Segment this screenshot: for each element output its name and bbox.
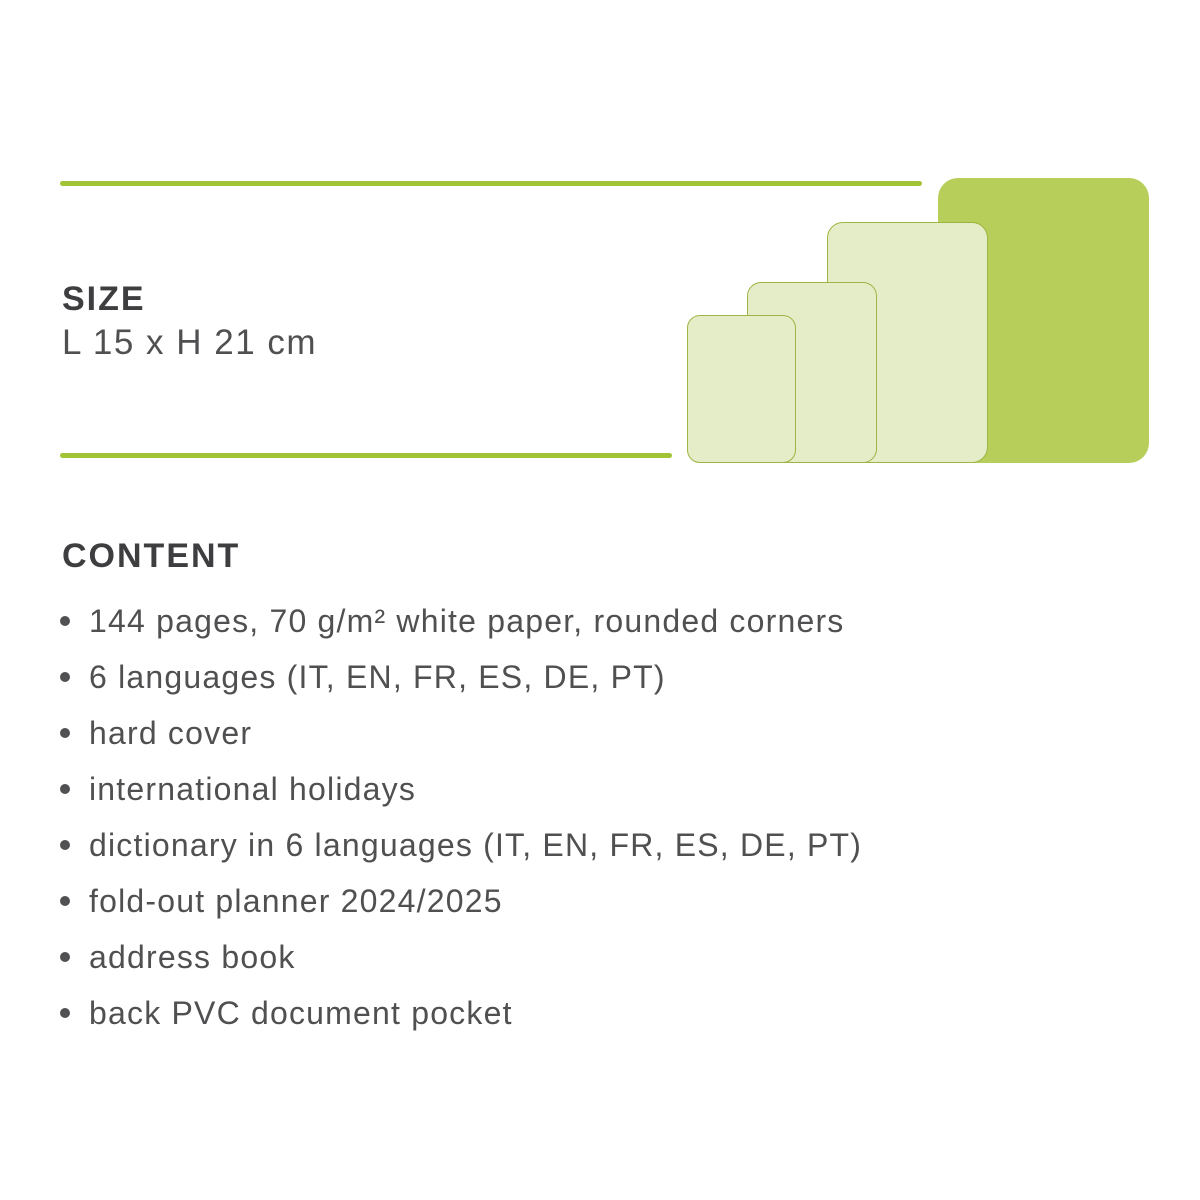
bullet-dot-icon (60, 1008, 70, 1018)
bullet-dot-icon (60, 840, 70, 850)
list-item (60, 985, 862, 1041)
size-heading: SIZE (62, 280, 146, 318)
list-item-text: hard cover (89, 714, 253, 751)
list-item-text: fold-out planner 2024/2025 (89, 882, 503, 919)
notebook-size-small-icon (687, 315, 796, 463)
bullet-dot-icon (60, 616, 70, 626)
bullet-dot-icon (60, 672, 70, 682)
list-item-text: 6 languages (IT, EN, FR, ES, DE, PT) (89, 658, 666, 695)
list-item (60, 649, 862, 705)
bullet-dot-icon (60, 728, 70, 738)
list-item-text: back PVC document pocket (89, 994, 513, 1031)
divider-top (60, 181, 922, 186)
list-item (60, 929, 862, 985)
bullet-dot-icon (60, 784, 70, 794)
bullet-dot-icon (60, 896, 70, 906)
list-item (60, 873, 862, 929)
content-heading: CONTENT (62, 537, 241, 575)
content-list (60, 593, 862, 1041)
list-item-text: 144 pages, 70 g/m² white paper, rounded corners (89, 602, 845, 639)
bullet-dot-icon (60, 952, 70, 962)
list-item (60, 761, 862, 817)
list-item (60, 593, 862, 649)
divider-bottom (60, 453, 672, 458)
list-item-text: dictionary in 6 languages (IT, EN, FR, ES, DE, PT) (89, 826, 863, 863)
list-item (60, 817, 862, 873)
list-item-text: address book (89, 938, 296, 975)
list-item-text: international holidays (89, 770, 417, 807)
list-item (60, 705, 862, 761)
size-value: L 15 x H 21 cm (62, 323, 318, 362)
